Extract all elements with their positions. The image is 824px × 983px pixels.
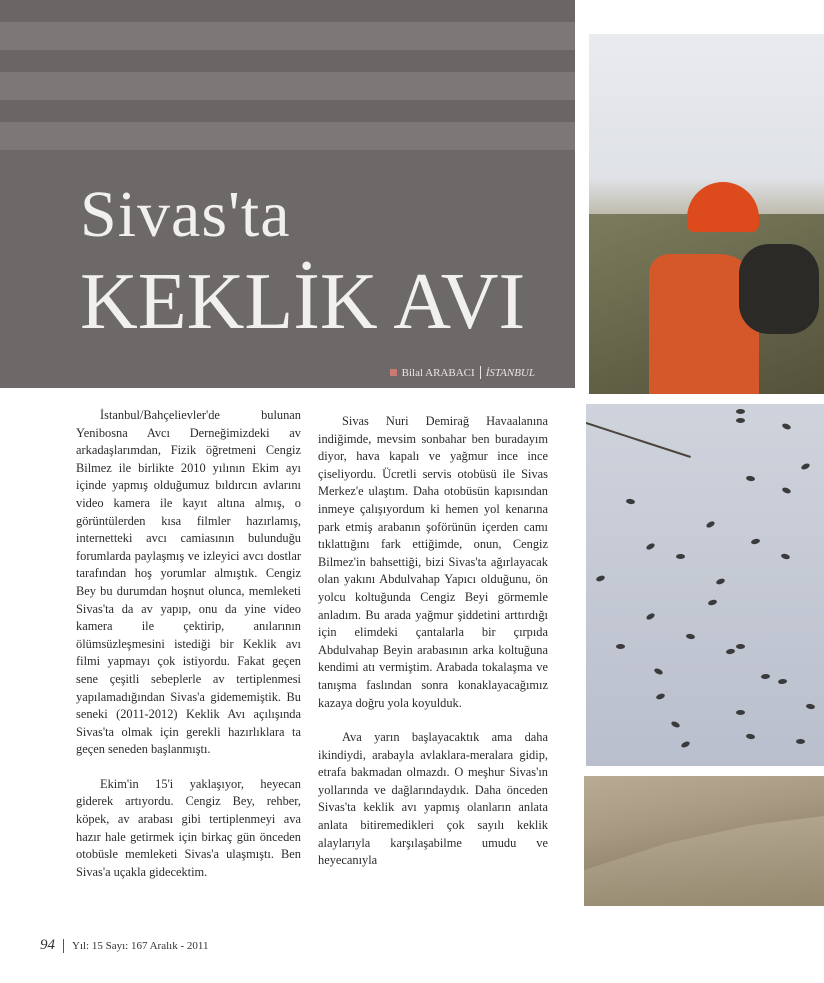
paragraph: İstanbul/Bahçelievler'de bulunan Yenibosna Avcı Derneğimizdeki av arkadaşlarımdan, Fizik öğretmeni Cengiz Bilmez ile birlikte 2010 yılının Ekim ayı içinde yapmış olduğumuz bıldırcın avlarını video kamera ile kayıt altına almış, o görüntülerden kısa filmler hazırlamış, internetteki avcı camiasının bulunduğu forumlarda paylaşmış ve izleyici avcı dostlar tarafından hoş yorumlar almıştık. Cengiz Bey bu durumdan hoşnut olunca, memleketi Sivas'ta da av yapıp, onu da yine video kamera ile çektirip, anılarının ölümsüzleşmesini istediği bir Keklik avı filmi yapmayı çok istiyordu. Fakat geçen sene çeşitli sebeplerle av tertiplenmesi yapılamadığından Sivas'a gidememiştik. Bu seneki (2011-2012) Keklik Avı açılışında Sivas'ta olmak için gerekli hazırlıklara ta geçen seneden başlanmıştı.: [76, 408, 301, 757]
author-city: İSTANBUL: [485, 366, 535, 379]
issue-info: Yıl: 15 Sayı: 167 Aralık - 2011: [72, 939, 209, 952]
hunter-photo: [589, 34, 824, 394]
bird-shape: [653, 667, 663, 675]
bird-shape: [680, 740, 690, 748]
bird-shape: [676, 554, 685, 559]
author-name: Bilal ARABACI: [401, 366, 475, 379]
article-header: [0, 0, 575, 388]
bird-shape: [645, 542, 655, 551]
byline-square-icon: [390, 369, 397, 376]
bird-shape: [595, 575, 605, 583]
bird-shape: [670, 720, 680, 728]
bird-shape: [778, 679, 787, 685]
bird-shape: [707, 599, 717, 606]
orange-cap-shape: [687, 182, 759, 232]
byline: [390, 366, 535, 379]
bird-shape: [645, 612, 655, 621]
title-line-2: KEKLİK AVI: [80, 258, 526, 346]
byline-divider: [480, 366, 481, 379]
bird-shape: [736, 644, 745, 649]
bird-shape: [705, 520, 715, 529]
page-footer: [40, 937, 208, 954]
bird-shape: [781, 553, 791, 560]
page-number: 94: [40, 937, 55, 953]
bird-shape: [736, 710, 745, 715]
paragraph: Ava yarın başlayacaktık ama daha ikindiydi, arabayla avlaklara-meralara gidip, etrafa bakmadan olmazdı. O meşhur Sivas'ın yollarında ve dağlarındaydık. Daha önceden Sivas'ta keklik avı yapmış olanların anlata anlata bitiremedikleri çok sayılı keklik alaylarıyla karşılaşabilme umudu ve heyecanıyla: [318, 730, 548, 868]
bird-shape: [715, 578, 725, 586]
bird-shape: [746, 475, 756, 481]
paragraph: Ekim'in 15'i yaklaşıyor, heyecan giderek artıyordu. Cengiz Bey, rehber, köpek, av arabası gibi tertiplenmeyi ava hazır hale getirmek için birkaç gün önceden otobüsle memleketi Sivas'a ulaşmıştı. Ben Sivas'a uçakla gidecektim.: [76, 776, 301, 879]
bird-shape: [761, 674, 770, 680]
hillside-photo: [584, 776, 824, 906]
bird-shape: [616, 644, 625, 649]
bird-shape: [736, 409, 745, 414]
bird-shape: [736, 418, 745, 423]
arm-shape: [739, 244, 819, 334]
footer-divider: [63, 939, 64, 953]
paragraph: Sivas Nuri Demirağ Havaalanına indiğimde, mevsim sonbahar ben buradayım diyor, hava kapalı ve yağmur ince ince çiseliyordu. Ücretli servis otobüsü ile Sivas Merkez'e ulaştım. Daha otobüsün kapısından inmeye çalışıyordum ki hemen yol kenarına park etmiş arabanın şoförünün içerden camı tıklattığını fark ettiğimde, onun, Cengiz Bilmez'in bahsettiği, bizi Sivas'ta ağırlayacak olan yakını Abdulvahap Yapıcı olduğunu, ön yolcu koltuğunda Cengiz Beyi görmemle anladım. Bu arada yağmur şiddetini arttırdığı için elimdeki çantalarla bir çırpıda Abdulvahap Beyin arabasının arka koltuğuna kendimi atı vermiştim. Arabada tokalaşma ve tanışma faslından sonra konaklayacağımız kazaya doğru yola koyulduk.: [318, 414, 548, 710]
branch-shape: [586, 422, 691, 458]
bird-shape: [655, 693, 665, 701]
bird-shape: [686, 633, 696, 639]
partridge-flock-photo: [586, 404, 824, 766]
ridge-shape: [584, 816, 824, 906]
article-column-1: [76, 407, 301, 881]
bird-shape: [806, 703, 816, 709]
bird-shape: [781, 422, 791, 430]
bird-shape: [781, 486, 791, 494]
bird-shape: [800, 462, 810, 470]
bird-shape: [751, 538, 761, 545]
bird-shape: [626, 498, 636, 504]
title-line-1: Sivas'ta: [80, 178, 291, 251]
article-column-2: [318, 413, 548, 870]
bird-shape: [726, 648, 736, 654]
bird-shape: [746, 733, 756, 739]
bird-shape: [796, 739, 805, 744]
